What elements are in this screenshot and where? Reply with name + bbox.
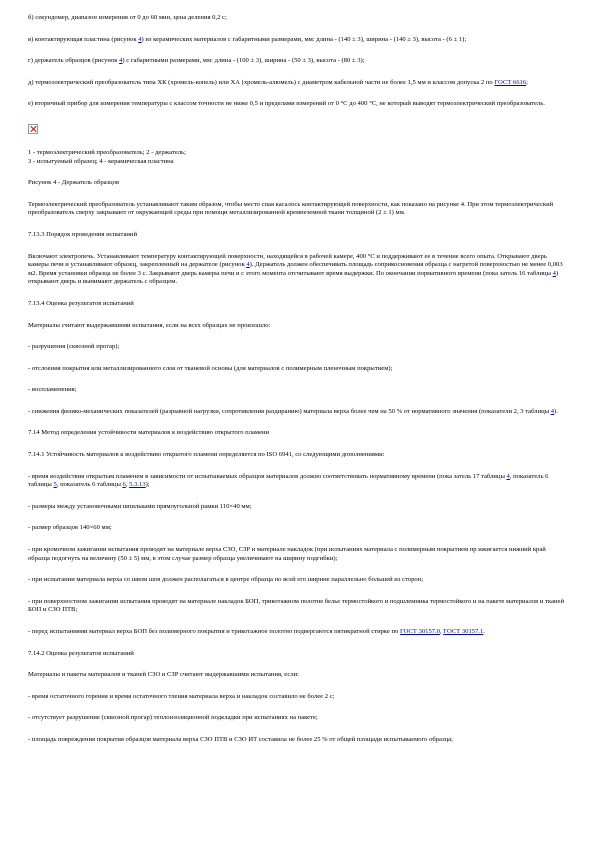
paragraph: - при кромочном зажигании испытания проводят на материале верха СЗО, СЗР и материале накладок (при испытаниях материала с полимерным покрытием пр ижигается нижний край образца подогнуть на величину (50 ± 5) мм, в этом случае размер образца увеличивают на ширину подгибки); bbox=[28, 546, 546, 562]
reference-link[interactable]: ГОСТ 30157.1 bbox=[443, 628, 484, 635]
reference-link[interactable]: 5.3.13 bbox=[129, 481, 146, 489]
reference-link[interactable]: ГОСТ 6616 bbox=[494, 78, 527, 86]
text-fragment: , показатель 6 таблицы bbox=[56, 481, 123, 489]
paragraph bbox=[28, 628, 564, 637]
paragraph bbox=[28, 473, 564, 490]
paragraph: - отсутствует разрушение (сквозной прогар) теплоизоляционной подкладки при испытаниях на пакете; bbox=[28, 714, 318, 722]
reference-link[interactable]: 4 bbox=[552, 269, 556, 277]
paragraph: - разрушения (сквозной прогар); bbox=[28, 343, 120, 351]
paragraph: - размер образцов 140×60 мм; bbox=[28, 524, 112, 532]
paragraph: - площадь повреждения покрытия образцов материала верха СЗО ПТВ и СЗО ИТ составила не более 25 % от общей площади испытываемого образца; bbox=[28, 735, 453, 743]
paragraph: 7.13.3 Порядок проведения испытаний bbox=[28, 230, 137, 238]
reference-link[interactable]: 5 bbox=[53, 481, 57, 489]
reference-link[interactable]: 6 bbox=[122, 481, 126, 489]
reference-link[interactable]: 4 bbox=[506, 472, 510, 480]
paragraph: Рисунок 4 - Держатель образцов bbox=[28, 179, 120, 187]
paragraph: 7.13.4 Оценка результатов испытаний bbox=[28, 299, 134, 307]
reference-link[interactable]: 4 bbox=[119, 57, 123, 65]
paragraph: Материалы считают выдержавшими испытания, если на всех образцах не произошло: bbox=[28, 321, 271, 329]
paragraph: е) вторичный прибор для измерения температуры с классом точности не ниже 0,5 и пределами измерений от 0 °С до 400 °С, не который выводят термоэлектрический преобразователь. bbox=[28, 100, 545, 108]
paragraph bbox=[28, 149, 564, 166]
reference-link[interactable]: ГОСТ 30157.0 bbox=[400, 628, 440, 635]
text-fragment: ). Держатель должен обеспечивать площадь соприкосновения образца с нагретой поверхностью не менее 0,003 м2. Время установки образца не более 3 с. Закрывают дверь камеры печи и с этого момента отсчитывают время выдержки. По окончании нормативного времени (пока затель 16 таблицы bbox=[28, 261, 563, 277]
paragraph: - отслоения покрытия или металлизированного слоя от тканевой основы (для материалов с полимерным пленочным покрытием); bbox=[28, 364, 393, 372]
paragraph bbox=[28, 408, 564, 417]
paragraph: - при поверхностном зажигании испытания проводят на материале накладок БОП, трикотажном полотне белье термостойкого и подшлемника термостойкого и на пакете материалов и тканей БОП и СЗО ПТВ; bbox=[28, 597, 564, 614]
text-fragment: ) с габаритными размерами, мм: длина - (100 ± 3), ширина - (50 ± 3), высота - (80 ± 3); bbox=[122, 57, 365, 65]
text-fragment: г) держатель образцов (рисунок bbox=[28, 57, 120, 65]
text-fragment: ). bbox=[554, 407, 558, 415]
paragraph: 7.14.1 Устойчивость материалов к воздействию открытого пламени определяется по ISO 6941, со следующими дополнениями: bbox=[28, 451, 385, 459]
text-fragment: , показатель 6 таблицы bbox=[28, 472, 549, 489]
text-fragment: - время воздействия открытым пламенем в зависимости от испытываемых образцов материалов должно соответствовать нормативному времени (пока затель 17 таблицы bbox=[28, 472, 507, 480]
reference-link[interactable]: 4 bbox=[550, 407, 555, 415]
paragraph: Термоэлектрический преобразователь устанавливают таким образом, чтобы место спая касалось контактирующей поверхности, как показано на рисунке 4. При этом термоэлектрический преобразователь сверху закрывают от окружающей среды при помощи металлизированной кремнеземной ткани толщиной (2 ± 1) мм. bbox=[28, 200, 554, 217]
reference-link[interactable]: 4 bbox=[138, 35, 142, 43]
text-fragment: ; bbox=[526, 78, 528, 86]
paragraph bbox=[28, 57, 564, 66]
paragraph: Материалы и пакеты материалов и тканей СЗО и СЗР считают выдержавшими испытания, если: bbox=[28, 671, 299, 679]
text-fragment: ); bbox=[145, 481, 150, 489]
paragraph: - размеры между установочными шпильками прямоугольной рамки 110×40 мм; bbox=[28, 502, 252, 510]
text-fragment: д) термоэлектрический преобразователь типа ХК (хромель-копель) или ХА (хромель-алюмель) с диаметром кабельной части не более 1,5 мм и классом допуска 2 по bbox=[28, 78, 495, 86]
text-fragment: - снижения физико-механических показателей (разрывной нагрузки, сопротивления раздиранию) материала верха более чем на 50 % от нормативного значения (показатели 2, 3 таблицы bbox=[28, 407, 551, 415]
text-fragment: ) открывают дверь и вынимают держатель с образцом. bbox=[28, 269, 559, 286]
paragraph bbox=[28, 253, 564, 287]
text-fragment: в) контактирующая пластина (рисунок bbox=[28, 35, 139, 43]
caption-line: 3 - испытуемый образец; 4 - керамическая пластина bbox=[28, 157, 174, 165]
text-fragment: - перед испытаниями материал верха БОП без полимерного покрытия и трикотажное полотно подвергаются пятикратной стирке по bbox=[28, 628, 400, 635]
paragraph: - время остаточного горения и время остаточного тления материала верха и накладок составило не более 2 с; bbox=[28, 692, 335, 700]
text-fragment: , bbox=[440, 628, 444, 635]
reference-link[interactable]: 4 bbox=[246, 261, 250, 269]
paragraph bbox=[28, 79, 564, 88]
paragraph: - при испытании материала верха со швом шов должен располагаться в центре образца по всей его ширине параллельно большей из сторон; bbox=[28, 576, 424, 584]
paragraph: 7.14.2 Оценка результатов испытаний bbox=[28, 649, 134, 657]
paragraph: 7.14 Метод определения устойчивости материалов к воздействию открытого пламени bbox=[28, 429, 270, 437]
paragraph: - воспламенения; bbox=[28, 386, 77, 394]
caption-line: 1 - термоэлектрический преобразователь; 2 - держатель; bbox=[28, 148, 186, 156]
text-fragment: , bbox=[125, 481, 130, 489]
paragraph bbox=[28, 36, 564, 45]
document-page bbox=[28, 14, 564, 758]
text-fragment: . bbox=[483, 628, 485, 635]
paragraph: б) секундомер, диапазон измерения от 0 до 60 мин, цена деления 0,2 с; bbox=[28, 14, 227, 21]
text-fragment: Включают электропечь. Устанавливают температуру контактирующей поверхности, находящейся в рабочей камере, 400 °С и поддерживают ее в течение всего опыта. Открывают дверь камеры печи и устанавливают образец, закрепленный на держателе (рисунок bbox=[28, 252, 547, 269]
broken-image-icon bbox=[28, 124, 38, 134]
text-fragment: ) из керамических материалов с габаритными размерами, мм: длина - (140 ± 3), ширина - (140 ± 3), высота - (6 ± 1); bbox=[141, 35, 467, 43]
